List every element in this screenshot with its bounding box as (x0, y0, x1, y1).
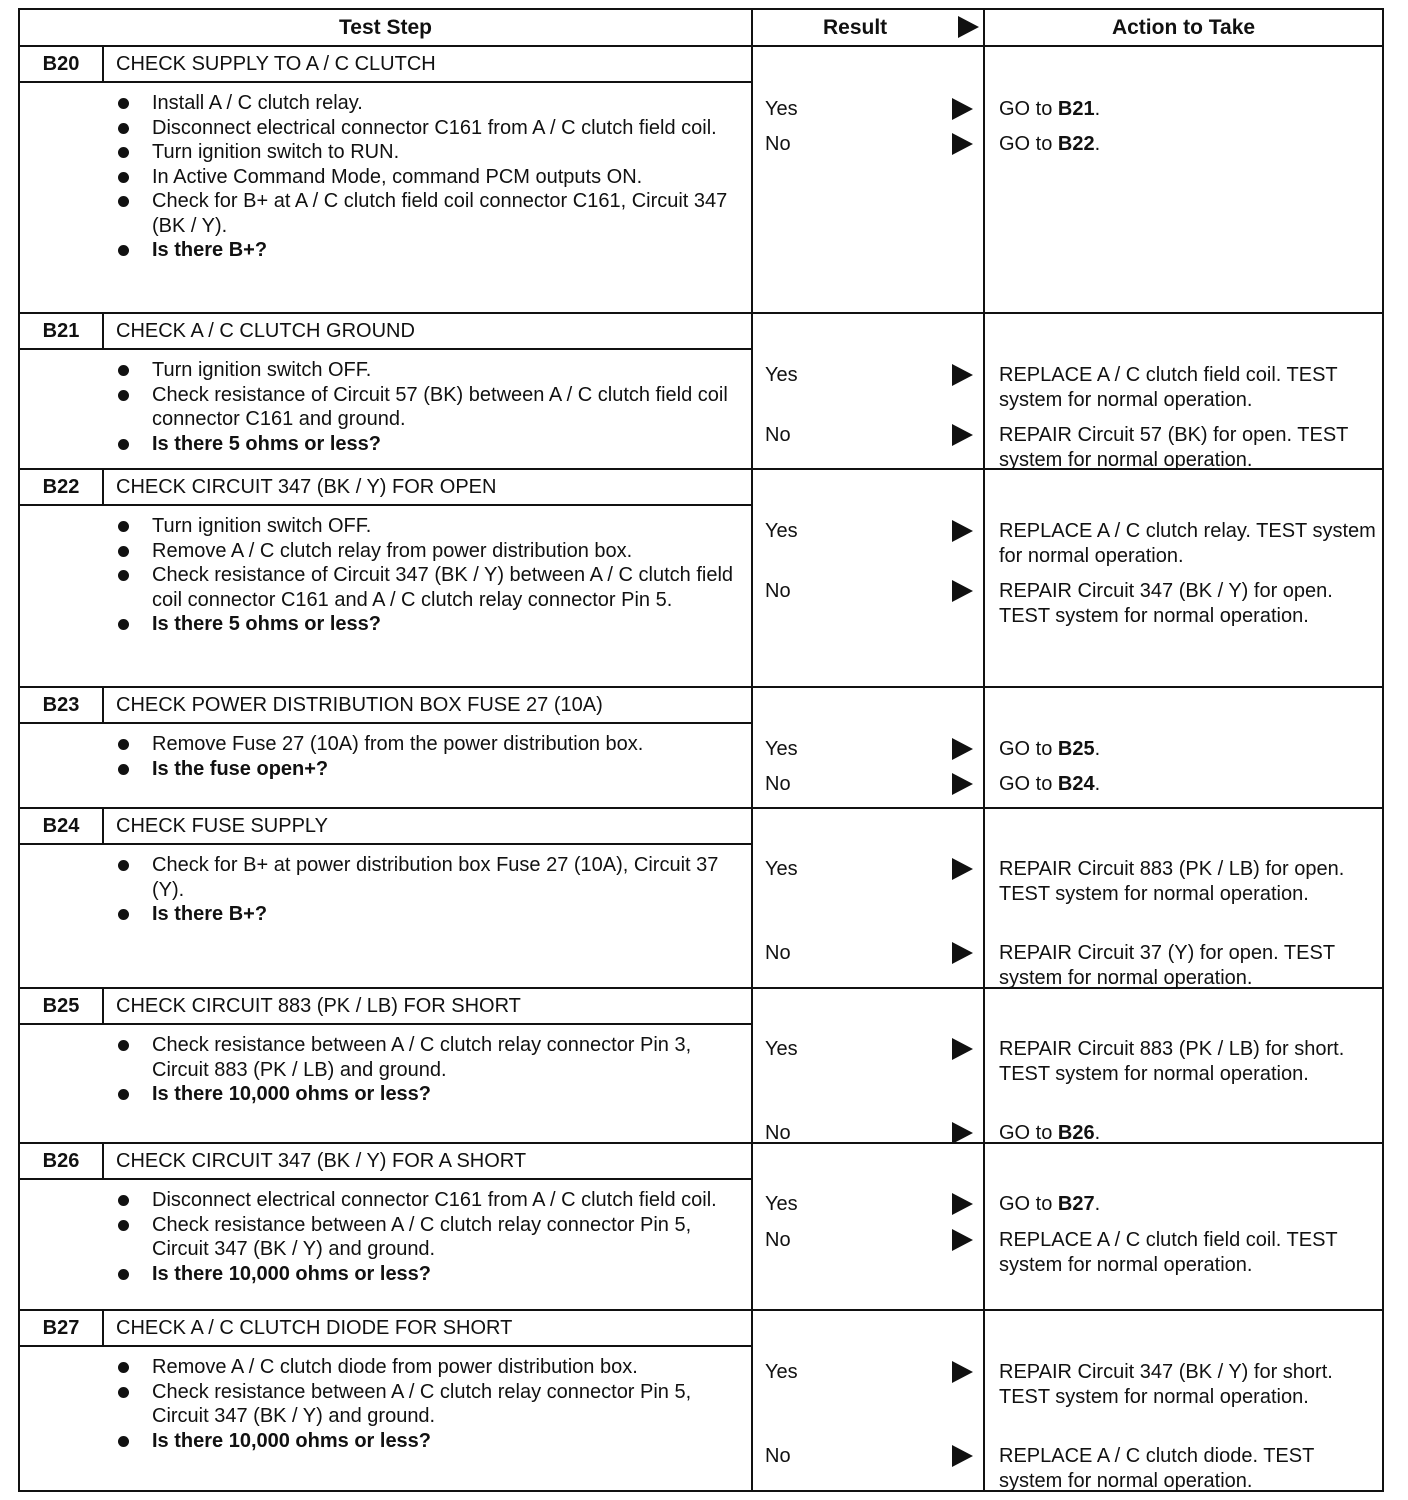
action-no-suffix: . (1094, 773, 1101, 795)
action-cell (985, 989, 1382, 1142)
step-title-row (20, 989, 751, 1025)
arrow-right-icon (952, 773, 973, 795)
step-bullets (116, 358, 736, 456)
step-title: CHECK A / C CLUTCH GROUND (116, 320, 415, 342)
result-yes (765, 1191, 975, 1217)
step-title-row (20, 1311, 751, 1347)
arrow-right-icon (952, 580, 973, 602)
result-yes-label: Yes (765, 858, 798, 880)
step-question: Is there 10,000 ohms or less? (116, 1429, 736, 1454)
result-no (765, 578, 975, 604)
result-cell (753, 989, 985, 1142)
step-question: Is the fuse open+? (116, 757, 736, 782)
action-yes-suffix: . (1094, 1193, 1101, 1215)
step-title-row (20, 809, 751, 845)
result-no-label: No (765, 773, 791, 795)
step-id: B23 (20, 688, 104, 722)
result-yes-label: Yes (765, 1361, 798, 1383)
result-yes-label: Yes (765, 1193, 798, 1215)
step-title-row (20, 47, 751, 83)
arrow-right-icon (952, 98, 973, 120)
result-no-label: No (765, 942, 791, 964)
action-cell (985, 314, 1382, 471)
result-no (765, 940, 975, 966)
step-id: B21 (20, 314, 104, 348)
result-cell (753, 47, 985, 312)
list-item: Disconnect electrical connector C161 from A / C clutch field coil. (116, 116, 736, 141)
step-id: B26 (20, 1144, 104, 1178)
arrow-right-icon (952, 942, 973, 964)
test-step-cell (20, 470, 753, 686)
test-step-b21 (20, 314, 1382, 470)
step-title: CHECK CIRCUIT 883 (PK / LB) FOR SHORT (116, 995, 521, 1017)
result-yes-label: Yes (765, 520, 798, 542)
diagnostic-table (18, 8, 1384, 1492)
result-yes (765, 362, 975, 388)
header-test-step: Test Step (20, 10, 753, 45)
action-no: REPAIR Circuit 347 (BK / Y) for open. TEST system for normal operation. (999, 580, 1333, 627)
action-yes: REPLACE A / C clutch relay. TEST system for normal operation. (999, 520, 1376, 567)
step-bullets (116, 1033, 736, 1107)
list-item: Turn ignition switch OFF. (116, 514, 736, 539)
list-item: Remove Fuse 27 (10A) from the power distribution box. (116, 732, 736, 757)
arrow-right-icon (952, 1361, 973, 1383)
step-id: B22 (20, 470, 104, 504)
header-action: Action to Take (1111, 16, 1256, 39)
list-item: Install A / C clutch relay. (116, 91, 736, 116)
result-no-label: No (765, 1229, 791, 1251)
test-step-cell (20, 47, 753, 312)
arrow-right-icon (952, 858, 973, 880)
test-step-b23 (20, 688, 1382, 809)
step-question: Is there 10,000 ohms or less? (116, 1262, 736, 1287)
list-item: Turn ignition switch to RUN. (116, 140, 736, 165)
step-bullets (116, 514, 736, 637)
action-yes: REPLACE A / C clutch field coil. TEST system for normal operation. (999, 364, 1338, 411)
list-item: Remove A / C clutch diode from power distribution box. (116, 1355, 736, 1380)
step-title: CHECK FUSE SUPPLY (116, 815, 328, 837)
test-step-cell (20, 688, 753, 807)
result-yes-label: Yes (765, 1038, 798, 1060)
arrow-right-icon (952, 1193, 973, 1215)
step-bullets (116, 732, 736, 781)
list-item: In Active Command Mode, command PCM outputs ON. (116, 165, 736, 190)
list-item: Remove A / C clutch relay from power distribution box. (116, 539, 736, 564)
action-yes-text: GO to (999, 738, 1058, 760)
result-yes (765, 1359, 975, 1385)
action-no-text: GO to (999, 133, 1058, 155)
step-question: Is there 10,000 ohms or less? (116, 1082, 736, 1107)
result-cell (753, 470, 985, 686)
action-no (999, 132, 1379, 157)
result-no-label: No (765, 1445, 791, 1467)
action-no-text: GO to (999, 773, 1058, 795)
arrow-right-icon (952, 424, 973, 446)
action-no-target: B24 (1057, 773, 1095, 795)
step-id: B27 (20, 1311, 104, 1345)
result-cell (753, 1144, 985, 1309)
result-yes (765, 1036, 975, 1062)
step-id: B25 (20, 989, 104, 1023)
list-item: Turn ignition switch OFF. (116, 358, 736, 383)
action-no: REPAIR Circuit 57 (BK) for open. TEST system for normal operation. (999, 424, 1349, 471)
step-title: CHECK POWER DISTRIBUTION BOX FUSE 27 (10A) (116, 694, 603, 716)
test-step-b24 (20, 809, 1382, 989)
test-step-b27 (20, 1311, 1382, 1491)
result-no (765, 422, 975, 448)
test-step-cell (20, 809, 753, 987)
arrow-right-icon (952, 1445, 973, 1467)
step-title: CHECK CIRCUIT 347 (BK / Y) FOR A SHORT (116, 1150, 527, 1172)
step-question: Is there B+? (116, 238, 736, 263)
step-title: CHECK CIRCUIT 347 (BK / Y) FOR OPEN (116, 476, 497, 498)
step-id: B20 (20, 47, 104, 81)
list-item: Check resistance between A / C clutch relay connector Pin 5, Circuit 347 (BK / Y) and ground. (116, 1380, 736, 1429)
action-yes-text: GO to (999, 98, 1058, 120)
step-title-row (20, 1144, 751, 1180)
arrow-right-icon (952, 520, 973, 542)
test-step-b25 (20, 989, 1382, 1144)
header-result-label: Result (823, 16, 888, 39)
action-cell (985, 809, 1382, 987)
test-step-b26 (20, 1144, 1382, 1311)
result-no (765, 1120, 975, 1146)
result-no (765, 1443, 975, 1469)
action-yes-suffix: . (1094, 98, 1101, 120)
action-yes-target: B21 (1057, 98, 1095, 120)
test-step-cell (20, 989, 753, 1142)
step-question: Is there 5 ohms or less? (116, 612, 736, 637)
result-no-label: No (765, 580, 791, 602)
step-question: Is there B+? (116, 902, 736, 927)
list-item: Check resistance of Circuit 347 (BK / Y) between A / C clutch field coil connector C161 and A / C clutch relay connector Pin 5. (116, 563, 736, 612)
step-id: B24 (20, 809, 104, 843)
action-cell (985, 1144, 1382, 1309)
test-step-b20 (20, 47, 1382, 314)
action-yes-target: B27 (1057, 1193, 1095, 1215)
table-header (20, 10, 1382, 47)
step-title: CHECK A / C CLUTCH DIODE FOR SHORT (116, 1317, 513, 1339)
result-no-label: No (765, 1122, 791, 1144)
action-no-target: B22 (1057, 133, 1095, 155)
action-no: REPLACE A / C clutch field coil. TEST system for normal operation. (999, 1229, 1338, 1276)
action-yes (999, 737, 1379, 762)
arrow-right-icon (952, 1229, 973, 1251)
arrow-right-icon (952, 364, 973, 386)
result-yes-label: Yes (765, 364, 798, 386)
result-cell (753, 688, 985, 807)
test-step-cell (20, 314, 753, 468)
result-no (765, 771, 975, 797)
result-no (765, 131, 975, 157)
test-step-cell (20, 1144, 753, 1309)
arrow-right-icon (952, 133, 973, 155)
action-no-text: GO to (999, 1122, 1058, 1144)
arrow-right-icon (958, 16, 979, 38)
action-yes-suffix: . (1094, 738, 1101, 760)
header-result (753, 10, 985, 45)
action-yes (999, 97, 1379, 122)
list-item: Check resistance between A / C clutch relay connector Pin 5, Circuit 347 (BK / Y) and ground. (116, 1213, 736, 1262)
action-no (999, 772, 1379, 797)
list-item: Disconnect electrical connector C161 from A / C clutch field coil. (116, 1188, 736, 1213)
arrow-right-icon (952, 738, 973, 760)
step-question: Is there 5 ohms or less? (116, 432, 736, 457)
step-title-row (20, 688, 751, 724)
action-cell (985, 688, 1382, 807)
action-yes-text: GO to (999, 1193, 1058, 1215)
list-item: Check resistance of Circuit 57 (BK) between A / C clutch field coil connector C161 and ground. (116, 383, 736, 432)
result-yes-label: Yes (765, 98, 798, 120)
result-no (765, 1227, 975, 1253)
test-step-b22 (20, 470, 1382, 688)
result-yes (765, 96, 975, 122)
action-no (999, 1121, 1379, 1146)
list-item: Check for B+ at A / C clutch field coil connector C161, Circuit 347 (BK / Y). (116, 189, 736, 238)
action-no-suffix: . (1094, 133, 1101, 155)
action-no: REPAIR Circuit 37 (Y) for open. TEST system for normal operation. (999, 942, 1335, 989)
step-bullets (116, 1188, 736, 1286)
action-no-suffix: . (1094, 1122, 1101, 1144)
action-no-target: B26 (1057, 1122, 1095, 1144)
result-yes (765, 736, 975, 762)
action-no: REPLACE A / C clutch diode. TEST system for normal operation. (999, 1445, 1314, 1492)
list-item: Check for B+ at power distribution box Fuse 27 (10A), Circuit 37 (Y). (116, 853, 736, 902)
action-yes-target: B25 (1057, 738, 1095, 760)
step-bullets (116, 1355, 736, 1453)
arrow-right-icon (952, 1038, 973, 1060)
result-yes-label: Yes (765, 738, 798, 760)
list-item: Check resistance between A / C clutch relay connector Pin 3, Circuit 883 (PK / LB) and ground. (116, 1033, 736, 1082)
step-title-row (20, 314, 751, 350)
result-cell (753, 1311, 985, 1491)
action-yes (999, 1192, 1379, 1217)
step-title: CHECK SUPPLY TO A / C CLUTCH (116, 53, 436, 75)
step-bullets (116, 853, 736, 927)
result-cell (753, 809, 985, 987)
result-yes (765, 856, 975, 882)
result-no-label: No (765, 133, 791, 155)
action-yes: REPAIR Circuit 883 (PK / LB) for open. TEST system for normal operation. (999, 858, 1345, 905)
result-cell (753, 314, 985, 468)
action-yes: REPAIR Circuit 347 (BK / Y) for short. TEST system for normal operation. (999, 1361, 1333, 1408)
step-bullets (116, 91, 736, 263)
result-yes (765, 518, 975, 544)
action-cell (985, 47, 1382, 312)
action-yes: REPAIR Circuit 883 (PK / LB) for short. TEST system for normal operation. (999, 1038, 1345, 1085)
test-step-cell (20, 1311, 753, 1491)
arrow-right-icon (952, 1122, 973, 1144)
result-no-label: No (765, 424, 791, 446)
action-cell (985, 470, 1382, 686)
step-title-row (20, 470, 751, 506)
action-cell (985, 1311, 1382, 1491)
